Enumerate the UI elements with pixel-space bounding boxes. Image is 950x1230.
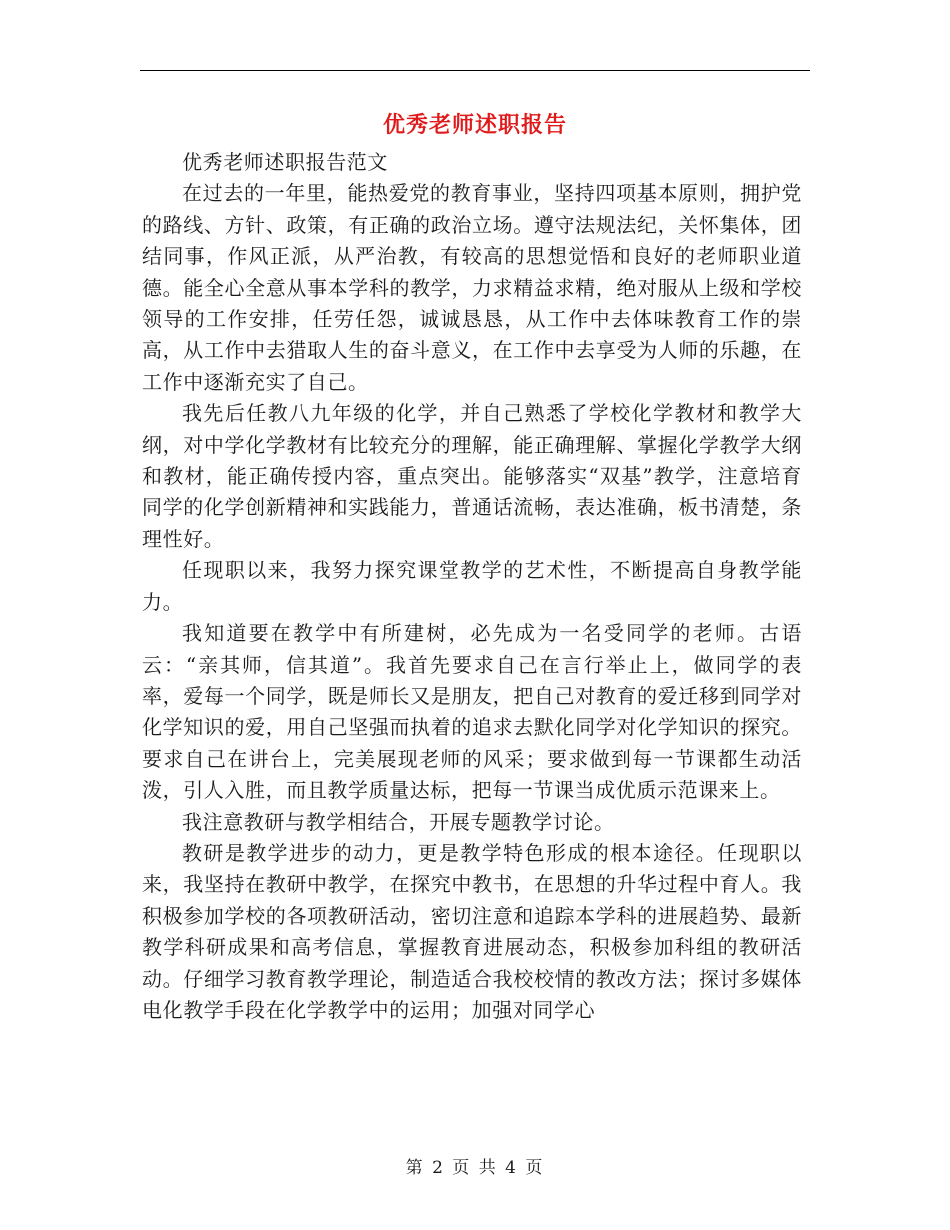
document-title: 优秀老师述职报告 [382,112,567,138]
subtitle-paragraph: 优秀老师述职报告范文 [182,150,388,174]
paragraph: 教研是教学进步的动力，更是教学特色形成的根本途径。任现职以来，我坚持在教研中教学，在探究中教书，在思想的升华过程中育人。我积极参加学校的各项教研活动，密切注意和追踪本学科的进展趋势、最新教学科研成果和高考信息，掌握教育进展动态，积极参加科组的教研活动。仔细学习教育教学理论，制造适合我校校情的教改方法；探讨多媒体电化教学手段在化学教学中的运用；加强对同学心 [142,840,802,1022]
paragraph: 我注意教研与教学相结合，开展专题教学讨论。 [182,809,615,834]
paragraph: 我先后任教八九年级的化学，并自己熟悉了学校化学教材和教学大纲，对中学化学教材有比较充分的理解，能正确理解、掌握化学教学大纲和教材，能正确传授内容，重点突出。能够落实“双基”教学，注意培育同学的化学创新精神和实践能力，普通话流畅，表达准确，板书清楚，条理性好。 [142,401,802,551]
page-footer: 第 2 页 共 4 页 [405,1158,545,1178]
paragraph: 任现职以来，我努力探究课堂教学的艺术性，不断提高自身教学能力。 [142,558,802,614]
paragraph: 在过去的一年里，能热爱党的教育事业，坚持四项基本原则，拥护党的路线、方针、政策，有正确的政治立场。遵守法规法纪，关怀集体，团结同事，作风正派，从严治教，有较高的思想觉悟和良好的老师职业道德。能全心全意从事本学科的教学，力求精益求精，绝对服从上级和学校领导的工作安排，任劳任怨，诚诚恳恳，从工作中去体味教育工作的崇高，从工作中去猎取人生的奋斗意义，在工作中去享受为人师的乐趣，在工作中逐渐充实了自己。 [142,181,802,394]
document-body [142,147,802,1026]
paragraph: 我知道要在教学中有所建树，必先成为一名受同学的老师。古语云：“亲其师，信其道”。我首先要求自己在言行举止上，做同学的表率，爱每一个同学，既是师长又是朋友，把自己对教育的爱迁移到同学对化学知识的爱，用自己坚强而执着的追求去默化同学对化学知识的探究。要求自己在讲台上，完美展现老师的风采；要求做到每一节课都生动活泼，引人入胜，而且教学质量达标，把每一节课当成优质示范课来上。 [142,621,802,803]
header-rule [140,70,810,71]
